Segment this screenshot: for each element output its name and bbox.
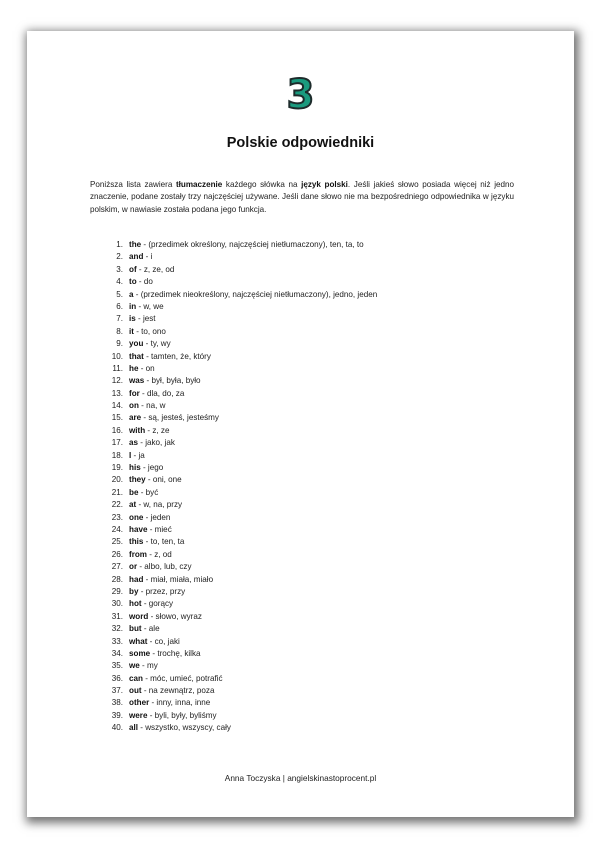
english-word: that [129,351,144,361]
list-item [105,412,377,424]
list-item [105,561,377,573]
item-number: 33. [111,636,123,646]
english-word: and [129,252,144,262]
list-item [105,264,377,276]
list-item [105,487,377,499]
english-word: on [129,401,139,411]
intro-bold-1: tłumaczenie [175,180,223,189]
item-number: 28. [111,574,123,584]
item-number: 8. [116,326,123,336]
polish-translation: - z, od [147,549,172,559]
english-word: in [129,301,137,311]
item-number: 10. [111,351,123,361]
polish-translation: - gorący [141,599,174,609]
list-item [105,326,377,338]
polish-translation: - są, jesteś, jesteśmy [141,413,219,423]
english-word: the [129,240,142,249]
list-item [105,450,377,462]
item-number: 6. [116,301,123,311]
english-word: had [129,574,144,584]
english-word: are [129,413,142,423]
english-word: was [129,376,145,386]
english-word: is [129,314,136,324]
item-number: 25. [111,537,123,547]
english-word: what [129,636,148,646]
english-word: can [129,673,143,683]
polish-translation: - słowo, wyraz [148,611,202,621]
polish-translation: - ale [141,624,160,634]
item-number: 9. [116,339,123,349]
polish-translation: - móc, umieć, potrafić [142,673,223,683]
english-word: one [129,512,144,522]
item-number: 16. [111,425,123,435]
item-number: 18. [111,450,123,460]
item-number: 37. [111,686,123,696]
english-word: it [129,326,134,336]
list-item [105,685,377,697]
polish-translation: - i [143,252,153,262]
item-number: 17. [111,438,123,448]
item-number: 30. [111,599,123,609]
item-number: 4. [116,277,123,287]
intro-paragraph [90,179,514,216]
list-item [105,388,377,400]
list-item [105,276,377,288]
polish-translation: - ja [131,450,145,460]
english-word: a [129,289,134,299]
english-word: as [129,438,139,448]
item-number: 7. [116,314,123,324]
list-item [105,549,377,561]
item-number: 5. [116,289,123,299]
polish-translation: - co, jaki [147,636,180,646]
english-word: we [129,661,140,671]
item-number: 26. [111,549,123,559]
list-item [105,611,377,623]
polish-translation: - być [138,487,159,497]
list-item [105,586,377,598]
item-number: 24. [111,524,123,534]
list-item [105,400,377,412]
item-number: 20. [111,475,123,485]
polish-translation: - wszystko, wszyscy, cały [138,723,231,733]
list-item [105,512,377,524]
list-item [105,313,377,325]
item-number: 22. [111,500,123,510]
list-item [105,598,377,610]
english-word: but [129,624,142,634]
english-word: all [129,723,138,733]
list-item [105,375,377,387]
english-word: out [129,686,142,696]
item-number: 21. [111,487,123,497]
item-number: 15. [111,413,123,423]
item-number: 12. [111,376,123,386]
list-item [105,524,377,536]
polish-translation: - do [136,277,153,287]
item-number: 39. [111,710,123,720]
list-item [105,697,377,709]
english-word: this [129,537,144,547]
list-item [105,636,377,648]
english-word: at [129,500,137,510]
english-word: or [129,562,138,572]
polish-translation: - na zewnątrz, poza [141,686,215,696]
list-item [105,301,377,313]
intro-text-2: każdego słówka na [222,180,302,189]
polish-translation: - dla, do, za [139,388,185,398]
list-item [105,351,377,363]
english-word: he [129,363,139,373]
polish-translation: - miał, miała, miało [143,574,214,584]
english-word: to [129,277,137,287]
item-number: 11. [112,363,123,373]
polish-translation: - mieć [147,524,172,534]
footer: Anna Toczyska | angielskinastoprocent.pl [224,773,377,783]
polish-translation: - jest [135,314,156,324]
polish-translation: - byli, były, byliśmy [147,710,217,720]
english-word: were [129,710,148,720]
item-number: 36. [111,673,123,683]
polish-translation: - my [139,661,158,671]
item-number: 1. [116,240,123,249]
item-number: 34. [111,648,123,658]
polish-translation: - jeden [143,512,171,522]
item-number: 27. [111,562,123,572]
item-number: 29. [111,586,123,596]
list-item [105,338,377,350]
english-word: some [129,648,151,658]
polish-translation: - jego [140,463,164,473]
polish-translation: - to, ten, ta [143,537,185,547]
item-number: 14. [111,401,123,411]
english-word: you [129,339,144,349]
list-item [105,536,377,548]
polish-translation: - z, ze [145,425,170,435]
english-word: with [129,425,146,435]
english-word: have [129,524,148,534]
item-number: 35. [111,661,123,671]
item-number: 31. [111,611,123,621]
item-number: 38. [111,698,123,708]
list-item [105,437,377,449]
list-item [105,623,377,635]
polish-translation: - trochę, kilka [150,648,201,658]
polish-translation: - inny, inna, inne [149,698,211,708]
polish-translation: - (przedimek nieokreślony, najczęściej nietłumaczony), jedno, jeden [133,289,378,299]
english-word: of [129,264,137,274]
english-word: from [129,549,147,559]
polish-translation: - oni, one [145,475,182,485]
polish-translation: - z, ze, od [136,264,175,274]
english-word: for [129,388,140,398]
list-item [105,289,377,301]
list-item [105,722,377,734]
item-number: 23. [111,512,123,522]
polish-translation: - on [138,363,155,373]
polish-translation: - ty, wy [143,339,171,349]
list-item [105,499,377,511]
list-item [105,574,377,586]
page-title: Polskie odpowiedniki [226,135,375,151]
item-number: 2. [116,252,123,262]
polish-translation: - albo, lub, czy [137,562,192,572]
list-item [105,660,377,672]
polish-translation: - na, w [138,401,166,411]
polish-translation: - to, ono [133,326,166,336]
intro-text-3: . Jeśli jakieś słowo posiada więcej niż jedno znaczenie, podane zostały trzy najczęściej używane. Jeśli dane słowo nie ma bezpośredniego odpowiednika w języku polskim, w nawiasie została podana jego funkcja. [90,180,515,214]
item-number: 3. [116,264,123,274]
polish-translation: - w, we [136,301,164,311]
list-item [105,673,377,685]
document-page [27,31,574,817]
list-item [105,251,377,263]
polish-translation: - był, była, było [144,376,201,386]
english-word: they [129,475,146,485]
english-word: I [129,450,132,460]
english-word: by [129,586,139,596]
english-word: word [129,611,149,621]
polish-translation: - (przedimek określony, najczęściej nietłumaczony), ten, ta, to [141,240,364,249]
chapter-number: 3 [286,72,315,118]
english-word: be [129,487,139,497]
intro-text-1: Poniższa lista zawiera [90,180,176,189]
polish-translation: - przez, przy [138,586,186,596]
english-word: other [129,698,150,708]
list-item [105,462,377,474]
list-item [105,648,377,660]
list-item [105,710,377,722]
list-item [105,474,377,486]
english-word: hot [129,599,142,609]
list-item [105,239,377,251]
item-number: 40. [111,723,123,733]
intro-bold-2: język polski [301,180,348,189]
item-number: 13. [111,388,123,398]
english-word: his [129,463,141,473]
item-number: 32. [111,624,123,634]
polish-translation: - w, na, przy [136,500,183,510]
list-item [105,425,377,437]
item-number: 19. [111,463,123,473]
polish-translation: - tamten, że, który [143,351,211,361]
polish-translation: - jako, jak [138,438,175,448]
list-item [105,363,377,375]
word-list [105,239,377,735]
